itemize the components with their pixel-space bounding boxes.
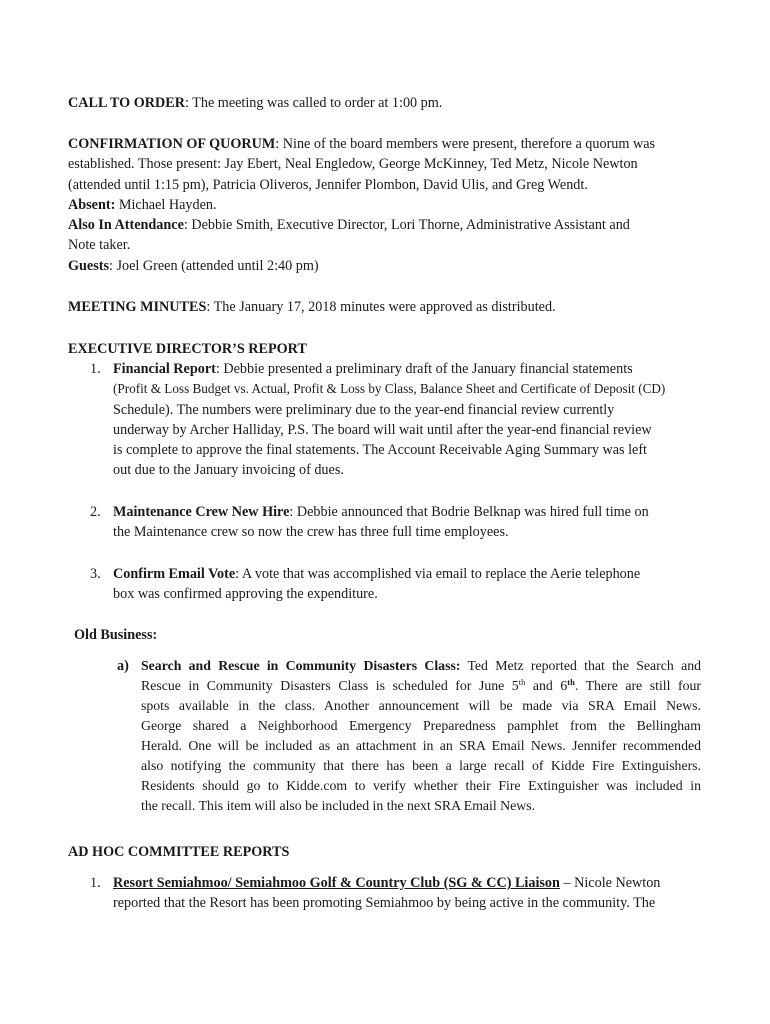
financial-report-line-6: out due to the January invoicing of dues. <box>113 462 344 478</box>
email-vote-line-2: box was confirmed approving the expenditure. <box>113 586 378 602</box>
quorum-label: CONFIRMATION OF QUORUM <box>68 136 276 152</box>
resort-liaison-label: Resort Semiahmoo/ Semiahmoo Golf & Country Club (SG & CC) Liaison <box>113 875 560 891</box>
ed-report-heading-text: EXECUTIVE DIRECTOR’S REPORT <box>68 341 307 357</box>
financial-report-line-5: is complete to approve the final statements. The Account Receivable Aging Summary was left <box>113 442 647 458</box>
email-vote-label: Confirm Email Vote <box>113 566 236 582</box>
item-number: 1. <box>90 875 101 891</box>
search-rescue-text-2a: Rescue in Community Disasters Class is scheduled for June 5 <box>141 678 519 693</box>
call-to-order-label: CALL TO ORDER <box>68 95 185 111</box>
guests-text: : Joel Green (attended until 2:40 pm) <box>109 258 319 274</box>
call-to-order-line <box>68 93 442 113</box>
also-attendance-text: : Debbie Smith, Executive Director, Lori Thorne, Administrative Assistant and <box>183 217 630 233</box>
quorum-text-1: : Nine of the board members were present, therefore a quorum was <box>275 136 656 152</box>
item-number: 1. <box>90 361 101 377</box>
email-vote-line-1 <box>113 564 640 584</box>
maintenance-text-1: : Debbie announced that Bodrie Belknap was hired full time on <box>289 504 649 520</box>
absent-label: Absent: <box>68 197 116 213</box>
maintenance-line-1 <box>113 502 649 522</box>
ordinal-suffix: th <box>567 677 575 687</box>
email-vote-text-1: : A vote that was accomplished via email to replace the Aerie telephone <box>235 566 641 582</box>
adhoc-heading <box>68 842 289 862</box>
resort-liaison-line-1 <box>113 873 660 893</box>
ed-report-heading <box>68 339 307 359</box>
search-rescue-text-2c: . There are still four <box>574 678 701 693</box>
absent-line <box>68 195 217 215</box>
financial-report-line-1 <box>113 359 633 379</box>
search-rescue-label: Search and Rescue in Community Disasters Class: <box>141 658 461 673</box>
item-number: 2. <box>90 504 101 520</box>
resort-liaison-line-2: reported that the Resort has been promoting Semiahmoo by being active in the community. The <box>113 895 656 911</box>
financial-report-line-3: Schedule). The numbers were preliminary due to the year-end financial review currently <box>113 402 615 418</box>
old-business-heading-text: Old Business: <box>74 627 158 643</box>
financial-report-line-4: underway by Archer Halliday, P.S. The board will wait until after the year-end financial review <box>113 422 652 438</box>
search-rescue-line-1 <box>141 656 701 676</box>
maintenance-label: Maintenance Crew New Hire <box>113 504 290 520</box>
search-rescue-line-2 <box>141 676 701 696</box>
search-rescue-line-8: the recall. This item will also be included in the next SRA Email News. <box>141 798 536 813</box>
search-rescue-line-4: George shared a Neighborhood Emergency Preparedness pamphlet from the Bellingham <box>141 718 701 733</box>
old-business-heading <box>74 625 157 645</box>
quorum-line-3: (attended until 1:15 pm), Patricia Oliveros, Jennifer Plombon, David Ulis, and Greg Wendt. <box>68 177 588 193</box>
meeting-minutes-label: MEETING MINUTES <box>68 299 207 315</box>
financial-report-text-1: : Debbie presented a preliminary draft of the January financial statements <box>215 361 633 377</box>
search-rescue-line-6: also notifying the community that there has been a large recall of Kidde Fire Extinguishers. <box>141 758 701 773</box>
also-attendance-line <box>68 215 630 235</box>
ordinal-suffix: th <box>518 677 526 687</box>
search-rescue-text-1: Ted Metz reported that the Search and <box>460 658 701 673</box>
item-letter <box>117 656 129 676</box>
search-rescue-line-5: Herald. One will be included as an attachment in an SRA Email News. Jennifer recommended <box>141 738 701 753</box>
resort-liaison-text-1: – Nicole Newton <box>559 875 661 891</box>
search-rescue-line-7: Residents should go to Kidde.com to verify whether their Fire Extinguisher was included in <box>141 778 701 793</box>
quorum-line-2: established. Those present: Jay Ebert, Neal Engledow, George McKinney, Ted Metz, Nicole Newton <box>68 156 638 172</box>
financial-report-line-2: (Profit & Loss Budget vs. Actual, Profit & Loss by Class, Balance Sheet and Certificate of Deposit (CD) <box>113 381 666 396</box>
maintenance-line-2: the Maintenance crew so now the crew has three full time employees. <box>113 524 509 540</box>
search-rescue-line-3: spots available in the class. Another announcement will be made via SRA Email News. <box>141 698 701 713</box>
search-rescue-text-2b: and 6 <box>525 678 568 693</box>
absent-text: Michael Hayden. <box>115 197 217 213</box>
call-to-order-text: : The meeting was called to order at 1:00 pm. <box>184 95 443 111</box>
adhoc-heading-text: AD HOC COMMITTEE REPORTS <box>68 844 290 860</box>
guests-line <box>68 256 319 276</box>
financial-report-label: Financial Report <box>113 361 216 377</box>
guests-label: Guests <box>68 258 109 274</box>
also-attendance-label: Also In Attendance <box>68 217 184 233</box>
meeting-minutes-text: : The January 17, 2018 minutes were approved as distributed. <box>206 299 556 315</box>
item-number: 3. <box>90 566 101 582</box>
meeting-minutes-line <box>68 297 556 317</box>
also-attendance-line-2: Note taker. <box>68 237 131 253</box>
item-letter-text: a) <box>117 658 129 674</box>
quorum-line-1 <box>68 134 655 154</box>
